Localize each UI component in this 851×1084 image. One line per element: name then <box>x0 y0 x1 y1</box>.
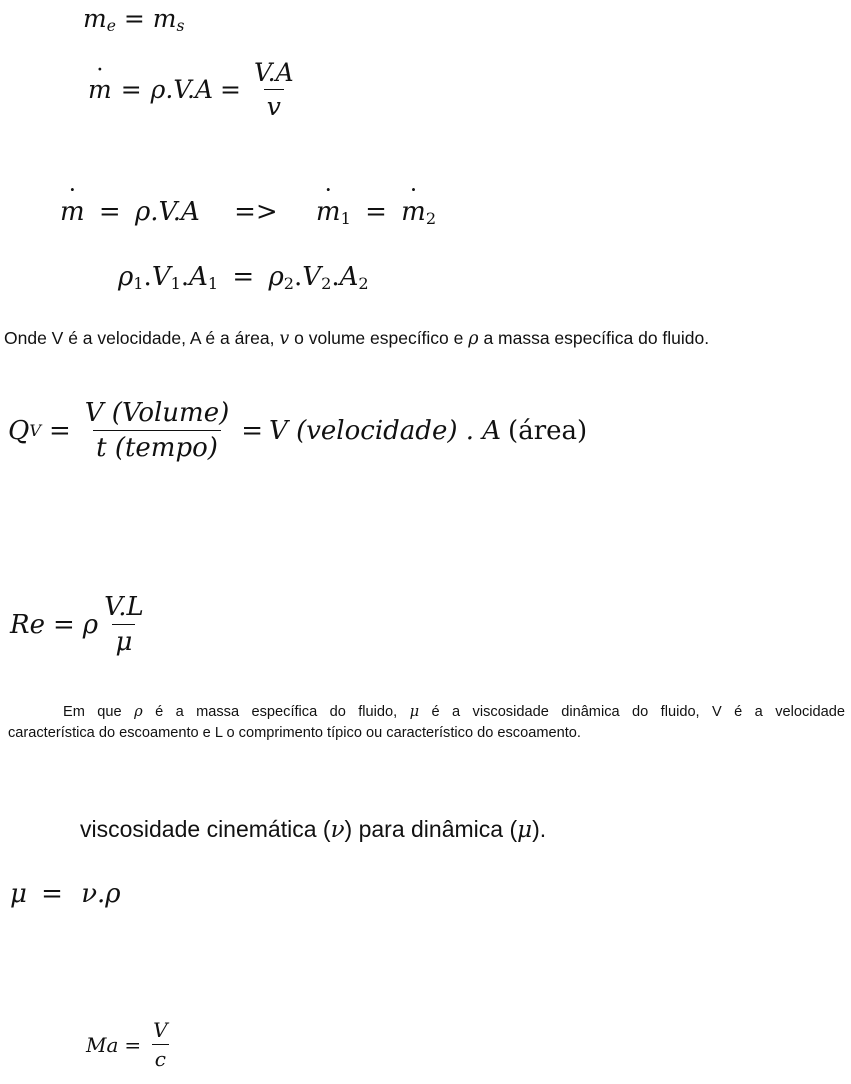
eq3-implies: => <box>234 197 278 227</box>
equation-volumetric-flow: Q V = $\frac{\text{V (Volume)}}{\text{t (tempo)}}$ = V (velocidade) . A (área) <box>8 398 588 463</box>
equation-mass-balance <box>83 4 185 35</box>
eq6-equals: = <box>52 609 75 640</box>
eq4-sub-1: 1 <box>133 274 144 294</box>
definitions-text-3: a massa específica do fluido. <box>483 328 710 348</box>
eq6-fraction <box>101 594 147 655</box>
eq5-numerator: V (Volume) <box>84 398 230 428</box>
equation-mach <box>86 1020 174 1069</box>
eq4-sub-5: 2 <box>321 274 332 294</box>
eq8-lhs: Ma <box>86 1032 119 1057</box>
eq8-numerator: V <box>153 1018 168 1042</box>
reynolds-viscosity-symbol: μ <box>409 703 420 720</box>
eq7-rhs: ν.ρ <box>81 879 121 909</box>
eq8-equals: = <box>124 1032 142 1057</box>
eq5-rhs-expression: V (velocidade) . A <box>269 415 502 446</box>
eq3-expression: ρ.V.A <box>134 197 200 227</box>
density-symbol: ρ <box>468 329 479 349</box>
eq5-denominator: t (tempo) <box>93 430 221 461</box>
eq3-m2-symbol: ˙ m <box>401 199 426 225</box>
reynolds-explanation <box>8 701 845 744</box>
equation-continuity <box>60 197 437 229</box>
eq7-lhs: μ <box>10 879 27 909</box>
definitions-paragraph <box>4 328 709 349</box>
viscosity-text-3: ). <box>532 816 547 842</box>
equation-continuity-expanded <box>118 262 369 294</box>
eq1-rhs-symbol: ˙ m <box>153 6 177 31</box>
eq8-denominator: c <box>152 1044 169 1069</box>
eq5-equals-1: = <box>48 415 71 446</box>
eq3-m1-symbol: ˙ m <box>316 199 341 225</box>
eq1-relation: = <box>123 4 145 33</box>
reynolds-explanation-line-1 <box>8 701 845 723</box>
eq3-equals-2: = <box>365 197 387 227</box>
dynamic-viscosity-symbol: μ <box>517 817 533 843</box>
eq6-lhs: Re <box>10 609 45 640</box>
eq4-a-2: A <box>339 262 359 292</box>
eq2-fraction <box>251 60 297 119</box>
equation-reynolds <box>10 594 150 655</box>
eq5-rhs-area: (área) <box>508 415 588 446</box>
eq1-lhs-symbol: ˙ m <box>83 6 107 31</box>
viscosity-text-2: ) para dinâmica ( <box>344 816 518 842</box>
eq1-lhs-subscript: e <box>106 16 116 35</box>
eq4-sub-2: 1 <box>170 274 181 294</box>
eq4-rho-2: ρ <box>268 262 284 292</box>
eq4-v-1: V <box>151 262 171 292</box>
eq2-numerator: V.A <box>253 58 294 87</box>
viscosity-conversion-label <box>80 816 546 843</box>
definitions-text-1: Onde V é a velocidade, A é a área, <box>4 328 275 348</box>
reynolds-text-3: é a viscosidade dinâmica do fluido, V é a velocidade <box>431 704 845 720</box>
viscosity-text-1: viscosidade cinemática ( <box>80 816 331 842</box>
reynolds-text-1: Em que <box>63 704 122 720</box>
eq4-dot-2: . <box>180 262 190 292</box>
eq3-m1-subscript: 1 <box>340 209 351 229</box>
eq7-equals: = <box>41 879 63 909</box>
eq4-dot-4: . <box>331 262 340 292</box>
eq4-equals: = <box>232 262 255 292</box>
eq5-lhs-symbol: Q <box>8 415 30 446</box>
eq4-sub-4: 2 <box>283 274 295 294</box>
equation-viscosity <box>10 881 121 907</box>
eq4-dot-3: . <box>294 262 303 292</box>
kinematic-viscosity-symbol: ν <box>330 817 345 843</box>
eq5-equals-2: = <box>241 415 264 446</box>
eq4-sub-3: 1 <box>207 274 219 294</box>
eq3-lhs-symbol: ˙ m <box>60 199 85 225</box>
eq2-denominator: v <box>264 89 284 119</box>
reynolds-density-symbol: ρ <box>134 703 143 720</box>
specific-volume-symbol: v <box>279 329 290 349</box>
eq4-rho-1: ρ <box>118 262 134 292</box>
eq4-sub-6: 2 <box>358 274 369 294</box>
eq6-denominator: μ <box>112 624 135 655</box>
eq2-lhs-symbol: ˙ m <box>88 77 112 102</box>
eq4-v-2: V <box>302 262 322 292</box>
eq5-fraction <box>82 400 232 461</box>
eq3-equals-1: = <box>98 197 121 227</box>
eq6-numerator: V.L <box>104 592 144 622</box>
definitions-text-2: o volume específico e <box>294 328 464 348</box>
reynolds-text-2: é a massa específica do fluido, <box>155 704 398 720</box>
eq2-expression: ρ.V.A <box>150 75 214 104</box>
eq4-a-1: A <box>189 262 208 292</box>
reynolds-explanation-line-2: característica do escoamento e L o comprimento típico ou característico do escoamento. <box>8 725 581 741</box>
eq1-rhs-subscript: s <box>176 16 185 35</box>
eq6-rho: ρ <box>82 609 99 640</box>
eq3-m2-subscript: 2 <box>425 209 437 229</box>
eq4-dot-1: . <box>143 262 152 292</box>
eq8-fraction <box>150 1020 170 1069</box>
eq2-equals-2: = <box>220 75 241 104</box>
equation-mass-flow <box>88 60 300 119</box>
eq2-equals-1: = <box>120 75 142 104</box>
